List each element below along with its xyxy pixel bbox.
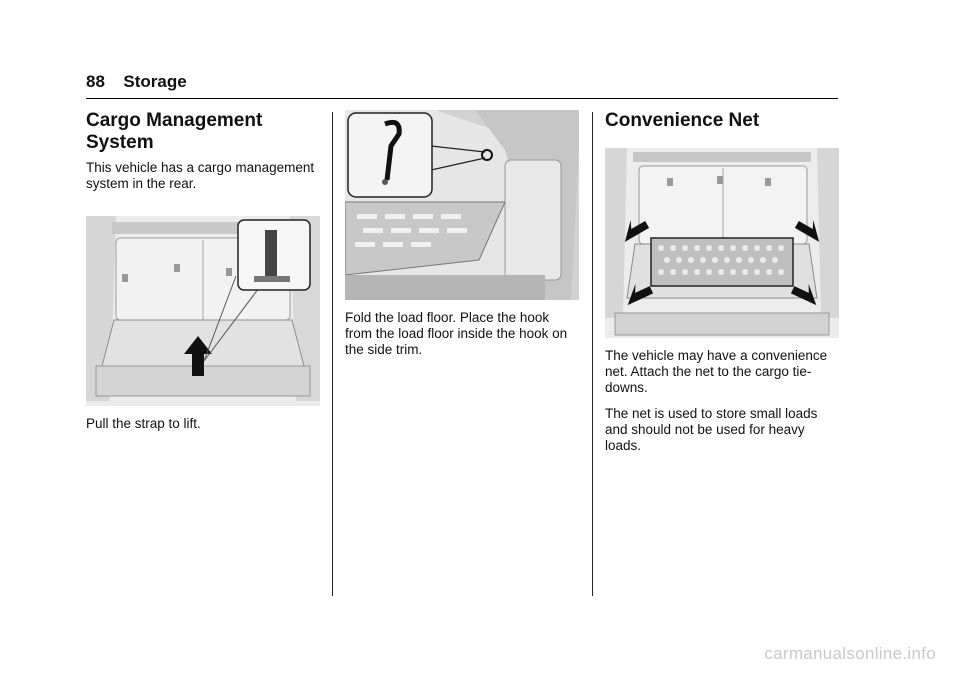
column-divider-1 <box>332 112 333 596</box>
section-title: Storage <box>123 72 187 91</box>
column-divider-2 <box>592 112 593 596</box>
site-watermark: carmanualsonline.info <box>764 644 936 663</box>
cargo-floor-illustration <box>86 216 320 406</box>
convenience-net-illustration <box>605 148 839 338</box>
column-load-floor <box>345 110 579 358</box>
page-header <box>86 72 838 92</box>
cargo-intro-text: This vehicle has a cargo management system in the rear. <box>86 160 315 191</box>
column-cargo-management <box>86 110 320 432</box>
header-rule <box>86 98 838 99</box>
page-number: 88 <box>86 72 105 91</box>
convenience-net-text-2: The net is used to store small loads and should not be used for heavy loads. <box>605 406 818 453</box>
convenience-net-heading: Convenience Net <box>605 110 760 131</box>
pull-strap-caption: Pull the strap to lift. <box>86 416 201 431</box>
column-convenience-net <box>605 110 839 454</box>
convenience-net-text-1: The vehicle may have a convenience net. Attach the net to the cargo tie-downs. <box>605 348 828 395</box>
load-floor-instructions: Fold the load floor. Place the hook from the load floor inside the hook on the side trim. <box>345 310 568 357</box>
load-floor-hook-illustration <box>345 110 579 300</box>
cargo-management-heading: Cargo Management System <box>86 110 263 153</box>
